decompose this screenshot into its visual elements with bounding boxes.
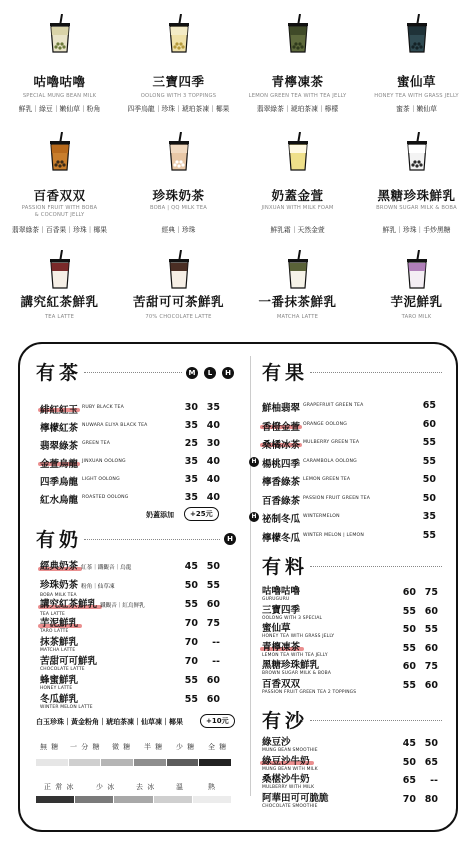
- ice-level-swatch: [36, 796, 74, 803]
- drink-name: 蜜仙草: [396, 74, 436, 89]
- price-m: 45: [402, 738, 416, 749]
- ice-level-option: 少 冰: [96, 783, 116, 791]
- menu-item-row: [262, 623, 442, 641]
- menu-item-row: [262, 493, 442, 507]
- item-name: 金萱烏龍: [40, 459, 79, 470]
- menu-item-row: [40, 580, 220, 598]
- drink-ingredients: 翡翠綠茶｜琥珀茶凍｜檸檬: [256, 105, 339, 113]
- price-m: 55: [184, 599, 198, 610]
- item-english-name: MULBERRY WITH MILK: [262, 785, 315, 790]
- item-english-name: GRAPEFRUIT GREEN TEA: [303, 403, 364, 408]
- item-english-name: LEMON GREEN TEA: [303, 477, 351, 482]
- menu-item-row: [262, 774, 442, 792]
- item-name: 百香綠茶: [262, 495, 301, 507]
- price-l: 30: [206, 438, 220, 449]
- price-l: 60: [206, 675, 220, 686]
- sugar-level-swatch: [36, 759, 68, 766]
- item-name: 緋紅紅玉: [40, 405, 79, 416]
- item-name: 綠豆沙: [262, 737, 291, 748]
- menu-item-row: [40, 618, 220, 636]
- sugar-level-option: 半 糖: [144, 743, 164, 751]
- drink-english-name: OOLONG WITH 3 TOPPINGS: [140, 93, 217, 99]
- drink-name: 芋泥鮮乳: [390, 294, 443, 309]
- item-name: 香橙金萱: [262, 421, 301, 433]
- price-l: 60: [424, 605, 438, 617]
- price: 35: [422, 511, 436, 522]
- drink-name: 講究紅茶鮮乳: [20, 294, 99, 309]
- divider-rule: [84, 372, 182, 373]
- item-english-name: WINTERMELON: [303, 514, 340, 519]
- divider-rule: [310, 720, 442, 721]
- item-english-name: MUNG BEAN SMOOTHIE: [262, 748, 318, 753]
- menu-item-row: [40, 561, 220, 579]
- drink-english-name: 70% CHOCOLATE LATTE: [145, 314, 212, 320]
- ice-level-option: 溫: [176, 783, 184, 791]
- price-l: --: [212, 637, 220, 648]
- item-english-name: CHOCOLATE LATTE: [40, 667, 85, 672]
- menu-item-row: [251, 511, 442, 525]
- menu-item-row: [262, 793, 442, 811]
- menu-item-row: [40, 438, 220, 452]
- size-h-badge: H: [222, 367, 234, 379]
- drink-english-name: BOBA | QQ MILK TEA: [149, 205, 208, 211]
- price-l: 35: [206, 402, 220, 413]
- item-english-name: MATCHA LATTE: [40, 648, 76, 653]
- price-m: 55: [184, 694, 198, 705]
- menu-item-row: [262, 605, 442, 623]
- price-m: 55: [184, 675, 198, 686]
- menu-item-row: [262, 642, 442, 660]
- drink-name: 苦甜可可茶鮮乳: [132, 294, 224, 309]
- drink-name: 青檸凍茶: [271, 74, 324, 89]
- price-m: 60: [402, 587, 416, 598]
- item-variants: 粉角｜仙草凍: [81, 584, 115, 590]
- item-name: 檸香綠茶: [262, 477, 301, 488]
- tea-latte-cup-icon: [47, 250, 73, 290]
- price-l: 60: [424, 642, 438, 654]
- item-name: 阿華田可可脆脆: [262, 792, 329, 804]
- sugar-level-option: 全 糖: [208, 743, 228, 751]
- price-l: 60: [206, 694, 220, 705]
- price-m: 55: [402, 605, 416, 617]
- menu-item-row: [262, 530, 442, 544]
- item-english-name: BROWN SUGAR MILK & BOBA: [262, 671, 332, 676]
- ice-level-bar: [36, 796, 232, 803]
- divider-rule: [310, 566, 442, 567]
- price-m: 70: [184, 637, 198, 648]
- sugar-level-swatch: [69, 759, 101, 766]
- menu-item-row: [251, 455, 442, 470]
- item-english-name: TEA LATTE: [40, 612, 65, 617]
- item-english-name: MUNG BEAN WITH MILK: [262, 766, 318, 772]
- drink-ingredients: 蜜茶｜嫩仙草: [396, 105, 437, 113]
- price-l: 60: [206, 599, 220, 610]
- drink-english-name: JINXUAN WITH MILK FOAM: [261, 205, 334, 211]
- price-l: 50: [424, 738, 438, 749]
- item-name: 芋泥鮮乳: [40, 618, 79, 629]
- item-english-name: PASSION FRUIT GREEN TEA 2 TOPPINGS: [262, 689, 357, 695]
- drink-name: 黑糖珍珠鮮乳: [377, 188, 456, 203]
- price-l: 55: [424, 624, 438, 635]
- price-m: 35: [184, 456, 198, 467]
- ice-level-option: 熱: [208, 783, 216, 791]
- item-english-name: JINXUAN OOLONG: [82, 459, 126, 464]
- sugar-level-swatch: [101, 759, 133, 766]
- price-m: 35: [184, 474, 198, 485]
- sugar-level-option: 一 分 糖: [70, 743, 101, 751]
- menu-item-row: [40, 675, 220, 693]
- drink-name: 珍珠奶茶: [152, 188, 205, 203]
- menu-item-row: [262, 400, 442, 414]
- price-l: 75: [424, 661, 438, 672]
- price-m: 50: [184, 580, 198, 591]
- item-name: 桑橘冰茶: [262, 440, 301, 451]
- hot-available-icon: H: [249, 457, 259, 467]
- price: 55: [422, 437, 436, 448]
- item-name: 蜂蜜鮮乳: [40, 675, 79, 686]
- item-english-name: LIGHT OOLONG: [82, 477, 120, 482]
- menu-item-row: [262, 437, 442, 451]
- item-name: 祕制冬瓜: [262, 514, 301, 525]
- item-name: 翡翠綠茶: [40, 441, 79, 452]
- price-l: 50: [206, 561, 220, 572]
- item-name: 四季烏龍: [40, 477, 79, 488]
- item-english-name: WINTER MELON LATTE: [40, 705, 93, 710]
- section-title-toppings: 有料: [262, 556, 309, 578]
- menu-item-row: [262, 474, 442, 488]
- sugar-level-swatch: [134, 759, 166, 766]
- item-name: 鮮柚翡翠: [262, 403, 301, 414]
- item-english-name: GURUGURU: [262, 597, 290, 602]
- price: 65: [422, 400, 436, 411]
- item-english-name: RUBY BLACK TEA: [82, 405, 124, 410]
- sugar-level-swatch: [167, 759, 199, 766]
- drink-ingredients: 鮮乳｜綠豆｜嫩仙草｜粉角: [18, 105, 101, 113]
- price-m: 70: [402, 793, 416, 805]
- drink-name: 百香双双: [33, 188, 86, 203]
- item-english-name: ORANGE OOLONG: [303, 421, 347, 427]
- item-english-name: CARAMBOLA OOLONG: [303, 458, 357, 464]
- price-l: --: [212, 656, 220, 667]
- menu-item-row: [40, 492, 220, 506]
- item-name: 檸檬紅茶: [40, 423, 79, 434]
- item-name: 冬瓜鮮乳: [40, 694, 79, 705]
- item-english-name: TARO LATTE: [40, 629, 69, 634]
- menu-item-row: [40, 456, 220, 470]
- menu-item-row: [40, 656, 220, 674]
- price: 55: [422, 529, 436, 541]
- price-l: 65: [424, 756, 438, 768]
- price-l: 40: [206, 420, 220, 431]
- item-name: 講究紅茶鮮乳 鐵觀音｜紅烏鮮乳: [40, 599, 145, 610]
- menu-item-row: [262, 419, 442, 433]
- matcha-latte-cup-icon: [285, 250, 311, 290]
- sugar-level-option: 少 糖: [176, 743, 196, 751]
- menu-item-row: [40, 637, 220, 655]
- price-m: 30: [184, 402, 198, 413]
- price-m: 70: [184, 618, 198, 629]
- sugar-level-swatch: [199, 759, 231, 766]
- item-variants: 紅茶｜鐵觀音｜烏龍: [81, 565, 132, 571]
- drink-english-name: BROWN SUGAR MILK & BOBA: [376, 205, 457, 211]
- drink-name: 咕嚕咕嚕: [33, 74, 86, 89]
- price-m: 35: [184, 420, 198, 431]
- item-name: 珍珠奶茶 粉角｜仙草凍: [40, 580, 115, 591]
- item-english-name: OOLONG WITH 3 SPECIAL: [262, 615, 323, 621]
- price: 60: [422, 418, 436, 430]
- price-m: 45: [184, 561, 198, 572]
- price-m: 70: [184, 656, 198, 667]
- menu-item-row: [262, 586, 442, 604]
- item-name: 檸檬冬瓜: [262, 532, 301, 544]
- item-english-name: HONEY LATTE: [40, 686, 73, 691]
- item-name: 蜜仙草: [262, 623, 291, 634]
- item-name: 苦甜可可鮮乳: [40, 656, 98, 667]
- item-name: 紅水烏龍: [40, 495, 79, 506]
- divider-rule: [310, 372, 442, 373]
- item-english-name: GREEN TEA: [82, 441, 111, 446]
- drink-english-name: TEA LATTE: [44, 314, 75, 320]
- drink-name: 一番抹茶鮮乳: [258, 294, 337, 309]
- section-title-fruit: 有果: [262, 362, 309, 384]
- price-l: 55: [206, 580, 220, 591]
- drink-english-name: PASSION FRUIT WITH BOBA & COCONUT JELLY: [21, 205, 98, 218]
- price-l: 75: [424, 587, 438, 598]
- price-l: 40: [206, 492, 220, 503]
- item-english-name: PASSION FRUIT GREEN TEA: [303, 495, 371, 501]
- price-m: 65: [402, 775, 416, 786]
- ice-level-swatch: [154, 796, 192, 803]
- milk-foam-addon-price: +25元: [184, 507, 219, 521]
- price-m: 25: [184, 438, 198, 449]
- ice-level-option: 去 冰: [136, 783, 156, 791]
- drink-ingredients: 鮮乳｜珍珠｜手炒黑糖: [382, 226, 451, 234]
- price-m: 60: [402, 661, 416, 672]
- section-title-milk: 有奶: [36, 529, 83, 551]
- menu-item-row: [262, 737, 442, 755]
- item-english-name: CHOCOLATE SMOOTHIE: [262, 803, 318, 809]
- taro-milk-cup-icon: [404, 250, 430, 290]
- item-name: 咕嚕咕嚕: [262, 586, 301, 597]
- item-english-name: MULBERRY GREEN TEA: [303, 440, 360, 445]
- column-divider: [250, 356, 251, 796]
- divider-rule: [84, 539, 220, 540]
- item-name: 楊桃四季: [262, 458, 301, 470]
- item-english-name: LEMON TEA WITH TEA JELLY: [262, 652, 328, 658]
- drink-english-name: MATCHA LATTE: [276, 314, 319, 320]
- chocolate-latte-cup-icon: [166, 250, 192, 290]
- menu-item-row: [40, 694, 220, 712]
- ice-level-option: 正 常 冰: [44, 783, 75, 791]
- sugar-level-option: 無 糖: [40, 743, 60, 751]
- drink-ingredients: 四季烏龍｜珍珠｜琥珀茶凍｜椰果: [127, 105, 230, 113]
- price: 55: [422, 455, 436, 467]
- item-name: 百香双双: [262, 678, 301, 690]
- toppings-price: +10元: [200, 714, 235, 728]
- drink-english-name: HONEY TEA WITH GRASS JELLY: [374, 93, 459, 99]
- size-l-badge: L: [204, 367, 216, 379]
- price: 50: [422, 492, 436, 504]
- menu-item-row: [40, 599, 220, 617]
- section-title-tea: 有茶: [36, 362, 83, 384]
- section-title-smoothie: 有沙: [262, 710, 309, 732]
- price-l: 80: [424, 793, 438, 805]
- item-english-name: NUWARA ELIYA BLACK TEA: [82, 423, 148, 428]
- drink-english-name: LEMON GREEN TEA WITH TEA JELLY: [248, 93, 347, 99]
- sugar-level-option: 微 糖: [112, 743, 132, 751]
- menu-item-row: [262, 756, 442, 774]
- drink-name: 奶蓋金萱: [271, 188, 324, 203]
- price-l: 75: [206, 618, 220, 629]
- size-m-badge: M: [186, 367, 198, 379]
- drink-name: 三寶四季: [152, 74, 205, 89]
- menu-item-row: [262, 679, 442, 697]
- item-name: 桑椹沙牛奶: [262, 774, 310, 785]
- price-m: 50: [402, 756, 416, 768]
- milk-foam-addon-label: 奶蓋添加: [146, 511, 174, 519]
- item-name: 青檸凍茶: [262, 641, 301, 653]
- drink-ingredients: 翡翠綠茶｜百香果｜珍珠｜椰果: [11, 226, 108, 234]
- item-english-name: WINTER MELON | LEMON: [303, 532, 364, 538]
- menu-item-row: [40, 474, 220, 488]
- item-name: 抹茶鮮乳: [40, 637, 79, 648]
- price-m: 55: [402, 679, 416, 691]
- drink-english-name: SPECIAL MUNG BEAN MILK: [22, 93, 97, 99]
- drink-english-name: TARO MILK: [401, 314, 432, 320]
- item-english-name: ROASTED OOLONG: [82, 495, 129, 500]
- item-name: 三寶四季: [262, 604, 301, 616]
- hot-available-icon: H: [224, 533, 236, 545]
- ice-level-swatch: [75, 796, 113, 803]
- item-english-name: HONEY TEA WITH GRASS JELLY: [262, 634, 335, 639]
- price: 50: [422, 474, 436, 485]
- price-m: 55: [402, 642, 416, 654]
- hot-available-icon: H: [249, 512, 259, 522]
- price-l: --: [430, 775, 438, 786]
- ice-level-swatch: [114, 796, 152, 803]
- price-l: 60: [424, 679, 438, 691]
- price-l: 40: [206, 474, 220, 485]
- ice-level-swatch: [193, 796, 231, 803]
- drink-ingredients: 鮮乳霜｜天然金萱: [270, 226, 325, 234]
- menu-item-row: [40, 420, 220, 434]
- price-l: 40: [206, 456, 220, 467]
- item-name: 黑糖珍珠鮮乳: [262, 660, 320, 671]
- item-variants: 鐵觀音｜紅烏鮮乳: [100, 603, 145, 609]
- price-m: 35: [184, 492, 198, 503]
- menu-item-row: [262, 660, 442, 678]
- toppings-label: 白玉珍珠｜黃金粉角｜琥珀茶凍｜仙草凍｜椰果: [36, 718, 183, 726]
- sugar-level-bar: [36, 759, 232, 766]
- menu-item-row: [40, 402, 220, 416]
- item-english-name: BOBA MILK TEA: [40, 593, 77, 598]
- item-name: 綠豆沙牛奶: [262, 755, 310, 767]
- drink-ingredients: 經典｜珍珠: [161, 226, 196, 234]
- price-m: 50: [402, 624, 416, 635]
- item-name: 經典奶茶 紅茶｜鐵觀音｜烏龍: [40, 561, 132, 572]
